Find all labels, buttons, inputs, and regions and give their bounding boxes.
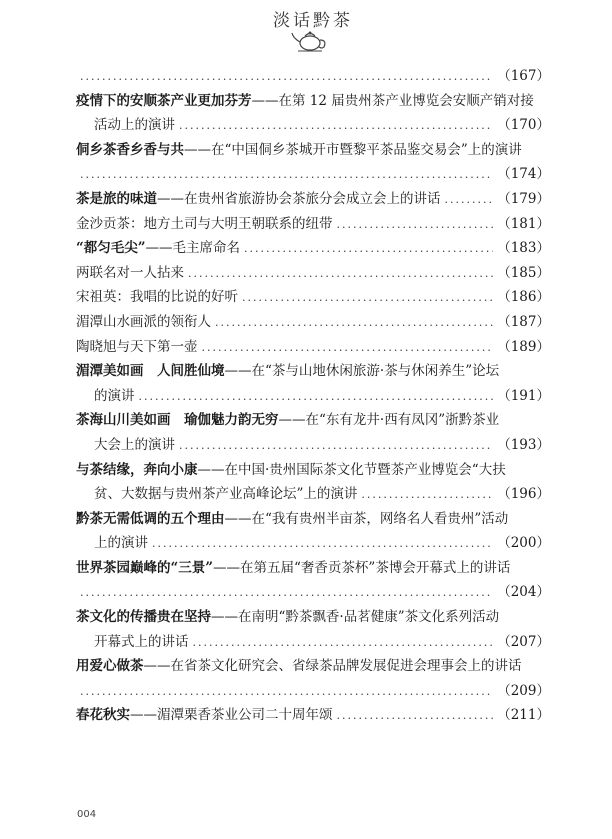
toc-page-number: （211） — [497, 707, 550, 724]
toc-leader-dots — [179, 434, 493, 459]
page-header — [0, 0, 612, 62]
toc-line — [76, 556, 550, 581]
toc-leader-dots — [215, 311, 493, 336]
toc-title-bold: 茶海山川美如画 瑜伽魅力韵无穷 — [76, 412, 279, 429]
toc-leader-dots — [361, 483, 493, 508]
toc-leader-dots — [202, 336, 494, 361]
toc-title-text: 宋祖英：我唱的比说的好听 — [76, 289, 238, 306]
toc-title-text: ——在“茶与山地休闲旅游·茶与休闲养生”论坛 — [224, 363, 500, 380]
teapot-icon — [290, 28, 330, 54]
toc-line — [76, 310, 550, 335]
toc-title-text: ——在第五届“奢香贡茶杯”茶博会开幕式上的讲话 — [213, 559, 511, 576]
toc-leader-dots — [337, 213, 494, 238]
toc-entry[interactable] — [76, 89, 550, 138]
toc-title — [76, 285, 238, 310]
toc-title-text: ——在省茶文化研究会、省绿茶品牌发展促进会理事会上的讲话 — [143, 658, 522, 675]
toc-title — [94, 630, 189, 655]
toc-page-number: （186） — [497, 289, 550, 306]
toc-line — [76, 212, 550, 237]
toc-entry[interactable] — [76, 654, 550, 703]
toc-line — [76, 679, 550, 704]
toc-title-bold: 世界茶园巅峰的“三景” — [76, 559, 214, 576]
toc-page-number: （209） — [497, 682, 550, 699]
toc-title-text: ——在南明“黔茶飘香·品茗健康”茶文化系列活动 — [211, 609, 500, 626]
toc-entry[interactable] — [76, 310, 550, 335]
toc-entry[interactable] — [76, 236, 550, 261]
toc-leader-dots — [193, 631, 494, 656]
toc-line — [76, 408, 550, 433]
toc-title-bold: 春花秋实 — [76, 707, 130, 724]
toc-page-number: （200） — [497, 535, 550, 552]
toc-title — [76, 310, 211, 335]
toc-entry[interactable] — [76, 703, 550, 728]
toc-title-text: ——在第 12 届贵州茶产业博览会安顺产销对接 — [251, 92, 534, 109]
toc-page-number: （191） — [497, 387, 550, 404]
toc-entry[interactable] — [76, 408, 550, 457]
toc-title — [76, 261, 184, 286]
toc-line — [76, 236, 550, 261]
toc-title-text: ——在贵州省旅游协会茶旅分会成立会上的讲话 — [157, 190, 441, 207]
toc-page-number: （193） — [497, 436, 550, 453]
toc-page-number: （207） — [497, 633, 550, 650]
toc-page-number: （189） — [497, 338, 550, 355]
toc-line — [76, 458, 550, 483]
toc-title — [76, 187, 441, 212]
toc-title — [94, 384, 135, 409]
toc-title-bold: 黔茶无需低调的五个理由 — [76, 510, 225, 527]
toc-title — [76, 458, 506, 483]
toc-title — [76, 212, 333, 237]
toc-title — [94, 433, 175, 458]
toc-line — [76, 89, 550, 114]
toc-title-text: 大会上的演讲 — [94, 436, 175, 453]
toc-line — [76, 187, 550, 212]
toc-title-text: ——在“东有龙井·西有凤冈”浙黔茶业 — [278, 412, 500, 429]
toc-title — [76, 605, 499, 630]
toc-title-text: 两联名对一人拈来 — [76, 264, 184, 281]
toc-title — [76, 236, 240, 261]
toc-page-number: （204） — [497, 584, 550, 601]
toc-title-text: ——在“中国侗乡茶城开市暨黎平茶品鉴交易会”上的演讲 — [184, 141, 522, 158]
toc-entry[interactable] — [76, 556, 550, 605]
page-number: 004 — [77, 809, 97, 820]
toc-title-bold: 用爱心做茶 — [76, 658, 144, 675]
toc-title-text: 金沙贡茶：地方土司与大明王朝联系的纽带 — [76, 215, 333, 232]
toc-line — [76, 261, 550, 286]
toc-page-number: （174） — [497, 166, 550, 183]
toc-leader-dots — [80, 163, 493, 188]
toc-page-number: （170） — [497, 117, 550, 134]
toc-line — [76, 605, 550, 630]
toc-line — [76, 531, 550, 556]
toc-title-text: 贫、大数据与贵州茶产业高峰论坛”上的演讲 — [94, 486, 358, 503]
toc-title — [76, 89, 534, 114]
toc-title-text: 活动上的演讲 — [94, 117, 175, 134]
toc-line — [76, 138, 550, 163]
toc-title — [76, 408, 499, 433]
toc-line — [76, 384, 550, 409]
toc-title-text: 陶晓旭与天下第一壶 — [76, 338, 198, 355]
toc-leader-dots — [152, 532, 493, 557]
toc-title — [76, 359, 499, 384]
toc-title — [76, 703, 333, 728]
header-title: 淡话黔茶 — [273, 11, 353, 31]
toc-leader-dots — [445, 188, 494, 213]
toc-entry[interactable] — [76, 285, 550, 310]
toc-title-bold: 湄潭美如画 人间胜仙境 — [76, 363, 225, 380]
toc-title-text: 开幕式上的讲话 — [94, 633, 189, 650]
toc-entry[interactable] — [76, 335, 550, 360]
toc-title-text: 上的演讲 — [94, 535, 148, 552]
toc-entry[interactable] — [76, 212, 550, 237]
toc-page-number: （181） — [497, 215, 550, 232]
toc-title-text: ——湄潭栗香茶业公司二十周年颂 — [130, 707, 333, 724]
toc-entry[interactable] — [76, 507, 550, 556]
toc-line — [76, 580, 550, 605]
toc-line — [76, 285, 550, 310]
toc-page-number: （187） — [497, 313, 550, 330]
toc-title — [76, 507, 508, 532]
toc-title — [76, 335, 198, 360]
toc-page-number: （179） — [497, 190, 550, 207]
table-of-contents — [76, 64, 550, 728]
toc-entry[interactable] — [76, 359, 550, 408]
toc-line — [76, 359, 550, 384]
toc-leader-dots — [80, 680, 493, 705]
toc-title — [76, 138, 522, 163]
toc-leader-dots — [179, 114, 493, 139]
toc-line — [76, 654, 550, 679]
toc-title-text: ——在中国·贵州国际茶文化节暨茶产业博览会“大扶 — [197, 461, 506, 478]
toc-title — [94, 482, 357, 507]
toc-line — [76, 162, 550, 187]
toc-title-text: ——在“我有贵州半亩茶，网络名人看贵州”活动 — [224, 510, 509, 527]
toc-line — [76, 630, 550, 655]
toc-line — [76, 507, 550, 532]
toc-line — [76, 433, 550, 458]
toc-line — [76, 64, 550, 89]
toc-title-text: ——毛主席命名 — [145, 240, 241, 257]
toc-page-number: （196） — [497, 486, 550, 503]
toc-title-bold: 与茶结缘，奔向小康 — [76, 461, 198, 478]
toc-page-number: （183） — [497, 240, 550, 257]
toc-entry[interactable] — [76, 458, 550, 507]
toc-title-bold: 茶文化的传播贵在坚持 — [76, 609, 211, 626]
toc-line — [76, 335, 550, 360]
toc-title — [76, 654, 522, 679]
toc-leader-dots — [80, 65, 493, 90]
toc-leader-dots — [244, 237, 493, 262]
toc-entry[interactable] — [76, 64, 550, 89]
toc-title-text: 湄潭山水画派的领衔人 — [76, 313, 211, 330]
toc-title — [94, 113, 175, 138]
toc-title-bold: “都匀毛尖” — [76, 240, 146, 257]
toc-title — [76, 556, 510, 581]
toc-page-number: （167） — [497, 68, 550, 84]
toc-leader-dots — [337, 704, 494, 729]
toc-line — [76, 703, 550, 728]
toc-line — [76, 482, 550, 507]
toc-entry[interactable] — [76, 187, 550, 212]
toc-entry[interactable] — [76, 261, 550, 286]
toc-leader-dots — [80, 581, 493, 606]
toc-leader-dots — [242, 286, 493, 311]
toc-leader-dots — [139, 385, 494, 410]
toc-entry[interactable] — [76, 138, 550, 187]
toc-title-text: 的演讲 — [94, 387, 135, 404]
toc-title-bold: 疫情下的安顺茶产业更加芬芳 — [76, 92, 252, 109]
toc-title — [94, 531, 148, 556]
toc-line — [76, 113, 550, 138]
toc-title-bold: 茶是旅的味道 — [76, 190, 157, 207]
toc-title-bold: 侗乡茶香乡香与共 — [76, 141, 184, 158]
toc-entry[interactable] — [76, 605, 550, 654]
toc-page-number: （185） — [497, 264, 550, 281]
toc-leader-dots — [188, 262, 493, 287]
